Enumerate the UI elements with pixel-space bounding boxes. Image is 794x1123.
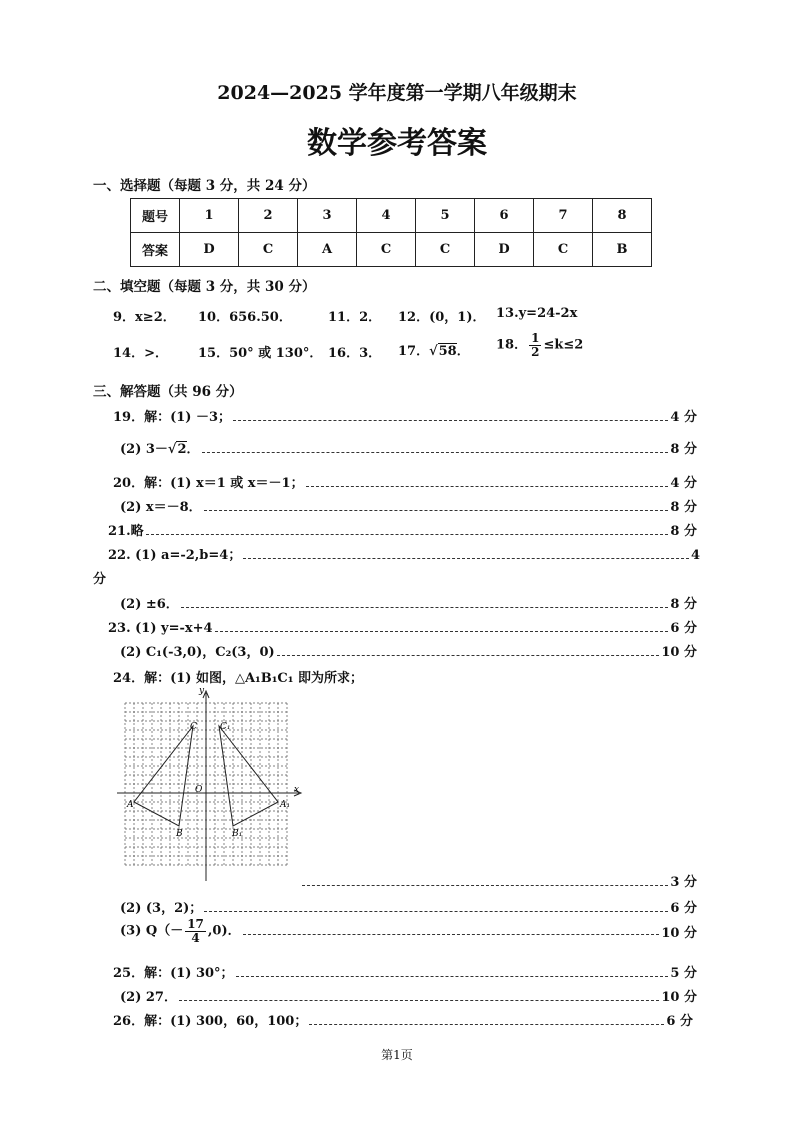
answer-q15: 15．50° 或 130°． bbox=[198, 346, 323, 361]
score: 8 分 bbox=[670, 500, 697, 515]
y-axis-label: y bbox=[199, 686, 205, 696]
answer-text: 19．解：(1) －3； bbox=[113, 410, 232, 425]
answer-row-q23-1 bbox=[108, 617, 697, 636]
dash-leader bbox=[204, 510, 669, 511]
score: 8 分 bbox=[670, 524, 697, 539]
table-header-cell: 题号 bbox=[131, 199, 180, 233]
dash-leader bbox=[243, 558, 689, 559]
table-cell: 6 bbox=[475, 199, 534, 233]
table-cell: 7 bbox=[534, 199, 593, 233]
answer-q13: 13.y=24-2x bbox=[496, 306, 578, 321]
score: 4 分 bbox=[670, 410, 697, 425]
q18-fraction bbox=[529, 332, 541, 358]
point-b1-label: B₁ bbox=[232, 829, 243, 839]
score: 10 分 bbox=[661, 990, 697, 1005]
score-wrap: 分 bbox=[93, 572, 107, 587]
answer-q14: 14．>． bbox=[113, 346, 168, 361]
q19-2-prefix: (2) 3－ bbox=[120, 442, 168, 457]
answer-text: (2) C₁(-3,0)，C₂(3，0) bbox=[120, 645, 275, 660]
answer-row-q20-1 bbox=[113, 472, 697, 491]
answer-row-q21 bbox=[108, 520, 697, 539]
table-cell: C bbox=[416, 233, 475, 267]
answer-row-q24-1-score bbox=[300, 871, 697, 890]
answer-q24-1: 24．解：(1) 如图，△A₁B₁C₁ 即为所求； bbox=[113, 671, 363, 686]
score: 4 分 bbox=[670, 476, 697, 491]
answer-q11: 11．2． bbox=[328, 310, 382, 325]
exam-title: 2024—2025 学年度第一学期八年级期末 bbox=[217, 82, 577, 104]
answer-row-q24-2 bbox=[120, 897, 697, 916]
answer-row-q22-1 bbox=[108, 544, 700, 563]
dash-leader bbox=[277, 655, 660, 656]
q24-3-fraction bbox=[185, 918, 206, 944]
answer-q17 bbox=[398, 340, 470, 359]
section3-heading: 三、解答题（共 96 分） bbox=[93, 384, 243, 400]
dash-leader bbox=[215, 631, 669, 632]
table-cell: 2 bbox=[239, 199, 298, 233]
q17-prefix: 17． bbox=[398, 344, 430, 359]
table-cell: C bbox=[357, 233, 416, 267]
q19-2-suffix: ． bbox=[186, 442, 200, 457]
score: 10 分 bbox=[661, 645, 697, 660]
q17-radicand: 58 bbox=[438, 344, 457, 359]
q24-3-denominator: 4 bbox=[191, 930, 200, 945]
q17-suffix: ． bbox=[456, 344, 470, 359]
answer-text: 23. (1) y=-x+4 bbox=[108, 621, 213, 636]
q18-numerator: 1 bbox=[531, 331, 540, 345]
dash-leader bbox=[306, 486, 669, 487]
q24-3-suffix: ,0)． bbox=[207, 923, 241, 939]
table-cell: 1 bbox=[180, 199, 239, 233]
score: 4 bbox=[690, 548, 700, 563]
answer-q10: 10．656.50． bbox=[198, 310, 292, 325]
answer-q18 bbox=[496, 332, 583, 358]
q24-3-numerator: 17 bbox=[187, 917, 204, 931]
sqrt-sign: √ bbox=[429, 344, 438, 359]
answer-text: (2) 27． bbox=[120, 990, 177, 1005]
score: 10 分 bbox=[661, 925, 697, 941]
table-cell: C bbox=[534, 233, 593, 267]
dash-leader bbox=[204, 911, 668, 912]
answer-text bbox=[120, 438, 200, 457]
answer-row-q19-1 bbox=[113, 406, 697, 425]
answer-row-q23-2 bbox=[120, 641, 697, 660]
dash-leader bbox=[243, 934, 660, 935]
answer-text: (2) x＝－8． bbox=[120, 500, 202, 515]
score: 3 分 bbox=[670, 875, 697, 890]
coordinate-figure bbox=[115, 685, 305, 885]
answer-row-q19-2 bbox=[120, 438, 697, 457]
answer-text bbox=[120, 918, 241, 944]
answer-text: (2) (3，2)； bbox=[120, 901, 203, 916]
point-c-label: C bbox=[190, 722, 197, 732]
score: 5 分 bbox=[670, 966, 697, 981]
dash-leader bbox=[236, 976, 669, 977]
q18-suffix: ≤k≤2 bbox=[543, 337, 584, 353]
answer-q16: 16．3． bbox=[328, 346, 382, 361]
table-cell: 5 bbox=[416, 199, 475, 233]
table-cell: D bbox=[180, 233, 239, 267]
dash-leader bbox=[309, 1024, 664, 1025]
answer-row-q22-2 bbox=[120, 593, 697, 612]
answer-row-q25-2 bbox=[120, 986, 697, 1005]
table-header-cell: 答案 bbox=[131, 233, 180, 267]
answer-text: 22. (1) a=-2,b=4； bbox=[108, 548, 242, 563]
answer-row-q26-1 bbox=[113, 1010, 693, 1029]
table-row bbox=[131, 199, 652, 233]
section1-heading: 一、选择题（每题 3 分，共 24 分） bbox=[93, 178, 316, 194]
table-cell: 4 bbox=[357, 199, 416, 233]
table-cell: C bbox=[239, 233, 298, 267]
table-cell: 3 bbox=[298, 199, 357, 233]
answer-row-q20-2 bbox=[120, 496, 697, 515]
answer-row-q25-1 bbox=[113, 962, 697, 981]
origin-label: O bbox=[195, 785, 203, 795]
section2-heading: 二、填空题（每题 3 分，共 30 分） bbox=[93, 279, 316, 295]
score: 6 分 bbox=[670, 621, 697, 636]
answer-text: 20．解：(1) x＝1 或 x＝－1； bbox=[113, 476, 304, 491]
point-c1-label: C₁ bbox=[220, 722, 231, 732]
dash-leader bbox=[233, 420, 668, 421]
answer-text: 25．解：(1) 30°； bbox=[113, 966, 234, 981]
point-a1-label: A₁ bbox=[280, 800, 291, 810]
sqrt-sign: √ bbox=[167, 442, 177, 457]
q19-2-radicand: 2 bbox=[177, 442, 187, 457]
dash-leader bbox=[181, 607, 669, 608]
dash-leader bbox=[302, 885, 668, 886]
table-row bbox=[131, 233, 652, 267]
answer-text: 21.略 bbox=[108, 524, 144, 539]
score: 6 分 bbox=[666, 1014, 693, 1029]
dash-leader bbox=[179, 1000, 659, 1001]
point-a-label: A bbox=[127, 800, 134, 810]
answer-text: (2) ±6． bbox=[120, 597, 179, 612]
q18-prefix: 18． bbox=[496, 337, 528, 353]
answer-q12: 12．(0，1)． bbox=[398, 310, 486, 325]
table-cell: 8 bbox=[593, 199, 652, 233]
answer-key-title: 数学参考答案 bbox=[307, 126, 487, 161]
answer-text: 26．解：(1) 300，60，100； bbox=[113, 1014, 308, 1029]
x-axis-label: x bbox=[294, 785, 300, 795]
score: 8 分 bbox=[670, 442, 697, 457]
q24-3-prefix: (3) Q（－ bbox=[120, 923, 184, 939]
score: 8 分 bbox=[670, 597, 697, 612]
page-number: 第1页 bbox=[381, 1048, 413, 1062]
score: 6 分 bbox=[670, 901, 697, 916]
table-cell: D bbox=[475, 233, 534, 267]
point-b-label: B bbox=[176, 829, 183, 839]
answer-row-q24-3 bbox=[120, 918, 697, 944]
dash-leader bbox=[202, 452, 669, 453]
axes bbox=[117, 691, 301, 881]
dash-leader bbox=[146, 534, 669, 535]
table-cell: B bbox=[593, 233, 652, 267]
table-cell: A bbox=[298, 233, 357, 267]
answer-q9: 9．x≥2． bbox=[113, 310, 176, 325]
q18-denominator: 2 bbox=[531, 344, 540, 359]
answer-table bbox=[130, 198, 652, 267]
